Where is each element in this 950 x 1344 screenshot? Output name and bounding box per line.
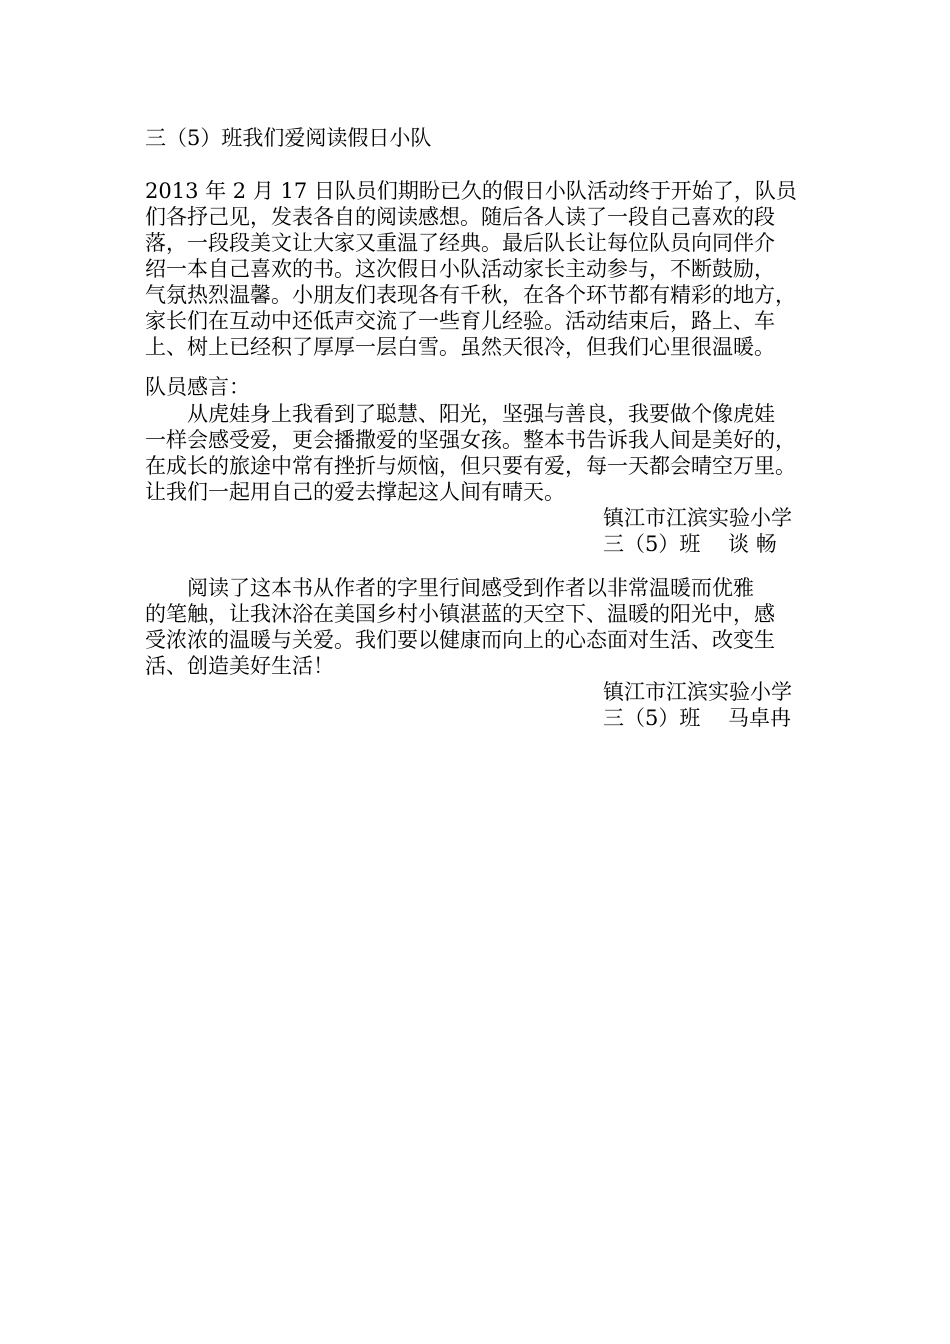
section-label: 队员感言： [145, 375, 250, 399]
report-line: 家长们在互动中还低声交流了一些育儿经验。活动结束后，路上、车 [145, 309, 775, 333]
signature-class: 三（5）班 马卓冉 [603, 706, 792, 730]
report-line: 落，一段段美文让大家又重温了经典。最后队长让每位队员向同伴介 [145, 231, 775, 255]
reflection-line: 受浓浓的温暖与关爱。我们要以健康而向上的心态面对生活、改变生 [145, 628, 775, 652]
signature-class: 三（5）班 谈 畅 [603, 532, 777, 556]
report-line: 们各抒己见，发表各自的阅读感想。随后各人读了一段自己喜欢的段 [145, 205, 775, 229]
reflection-line: 在成长的旅途中常有挫折与烦恼，但只要有爱，每一天都会晴空万里。 [145, 454, 796, 478]
reflection-line: 一样会感受爱，更会播撒爱的坚强女孩。整本书告诉我人间是美好的， [145, 428, 796, 452]
reflection-line: 阅读了这本书从作者的字里行间感受到作者以非常温暖而优雅 [187, 576, 754, 600]
report-line: 2013 年 2 月 17 日队员们期盼已久的假日小队活动终于开始了，队员 [145, 179, 797, 203]
report-line: 上、树上已经积了厚厚一层白雪。虽然天很冷，但我们心里很温暖。 [145, 335, 775, 359]
document-title: 三（5）班我们爱阅读假日小队 [145, 126, 432, 150]
reflection-line: 的笔触，让我沐浴在美国乡村小镇湛蓝的天空下、温暖的阳光中，感 [145, 602, 775, 626]
report-line: 绍一本自己喜欢的书。这次假日小队活动家长主动参与，不断鼓励， [145, 257, 775, 281]
reflection-line: 从虎娃身上我看到了聪慧、阳光，坚强与善良，我要做个像虎娃 [187, 402, 775, 426]
reflection-line: 让我们一起用自己的爱去撑起这人间有晴天。 [145, 480, 565, 504]
signature-school: 镇江市江滨实验小学 [603, 680, 792, 704]
report-line: 气氛热烈温馨。小朋友们表现各有千秋，在各个环节都有精彩的地方， [145, 283, 796, 307]
signature-school: 镇江市江滨实验小学 [603, 506, 792, 530]
reflection-line: 活、创造美好生活！ [145, 654, 334, 678]
